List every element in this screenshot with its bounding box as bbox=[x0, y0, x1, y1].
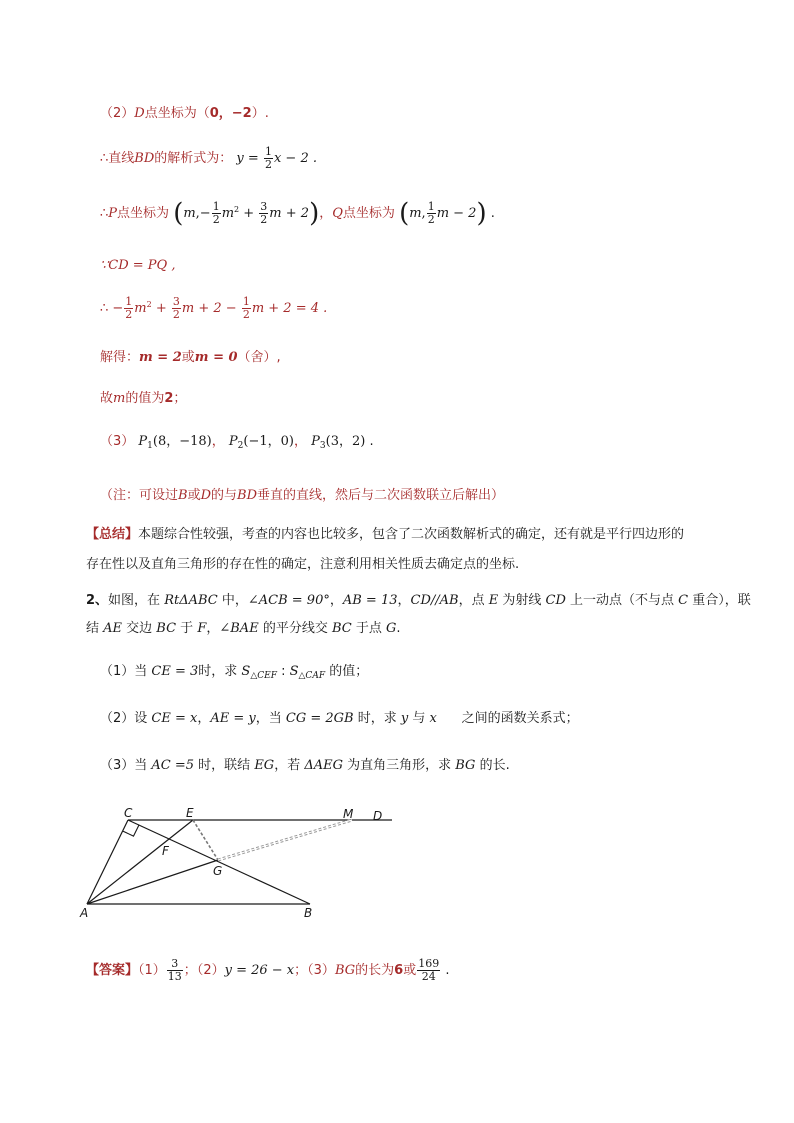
part2-note: （注：可设过B或D的与BD垂直的直线，然后与二次函数联立后解出） bbox=[100, 488, 505, 503]
label-f: F bbox=[162, 844, 169, 858]
part2-line5: ∴ − $\frac{1}{2}$ $m^2$ + $\frac{3}{2}$ m + 2 − $\frac{1}{2}$ m + 2 = 4 . bbox=[100, 295, 328, 321]
label-b: B bbox=[304, 906, 313, 920]
part2-line4: ∵CD = PQ , bbox=[100, 258, 176, 273]
summary-tag: 【总结】 bbox=[86, 527, 139, 542]
part2-line2 bbox=[100, 146, 317, 171]
text: 点坐标为 bbox=[117, 206, 170, 221]
coords: 0，−2 bbox=[209, 106, 252, 121]
part2-line3: ∴P点坐标为 (m,− $\frac{1}{2}$ $m^2$ + $\frac{3}{2}$ m + 2)，Q点坐标为 (m, $\frac{1}{2}$ m − 2) . bbox=[100, 198, 495, 229]
segment-cb bbox=[128, 820, 310, 904]
segment-eg bbox=[193, 820, 218, 860]
point-q: Q bbox=[332, 206, 343, 221]
problem2-line2: 结 AE 交边 BC 于 F，∠BAE 的平分线交 BC 于点 G. bbox=[86, 621, 401, 636]
problem2-q3: （3）当 AC =5 时，联结 EG，若 ΔAEG 为直角三角形，求 BG 的长. bbox=[100, 758, 510, 773]
label-g: G bbox=[213, 864, 223, 878]
segment-ae bbox=[87, 820, 193, 904]
text: 点坐标为（ bbox=[144, 106, 210, 121]
problem2-q2: （2）设 CE = x，AE = y，当 CG = 2GB 时，求 y 与 x 之间的函数关系式； bbox=[100, 711, 579, 726]
problem2-line1: 2、如图，在 RtΔABC 中，∠ACB = 90°，AB = 13，CD//AB，点 E 为射线 CD 上一动点（不与点 C 重合），联 bbox=[86, 593, 751, 608]
text: 的解析式为： bbox=[154, 151, 233, 166]
summary-line2: 存在性以及直角三角形的存在性的确定，注意利用相关性质去确定点的坐标. bbox=[86, 557, 520, 572]
item-number: （2） bbox=[100, 106, 135, 121]
text: ）. bbox=[251, 106, 269, 121]
part2-line6: 解得：m = 2或m = 0（舍）, bbox=[100, 350, 281, 365]
text: ∴直线 bbox=[100, 151, 135, 166]
line-bd: BD bbox=[134, 151, 155, 166]
answer-line: 【答案】（1） $\frac{3}{13}$ ；（2）y = 26 − x；（3）BG的长为6或 $\frac{169}{24}$ . bbox=[86, 957, 450, 983]
text: ∴ bbox=[100, 206, 109, 221]
part2-line1 bbox=[100, 104, 269, 124]
part2-line7: 故m的值为2； bbox=[100, 391, 187, 406]
summary-line1: 【总结】本题综合性较强，考查的内容也比较多，包含了二次函数解析式的确定，还有就是平行四边形的 bbox=[86, 527, 685, 542]
geometry-figure bbox=[70, 800, 410, 925]
segment-ag bbox=[87, 860, 218, 904]
label-a: A bbox=[80, 906, 89, 920]
var-y: y bbox=[236, 151, 244, 166]
answer-tag: 【答案】 bbox=[86, 963, 139, 978]
fraction: $\frac{1}{2}$ bbox=[264, 145, 272, 171]
problem2-q1: （1）当 CE = 3时，求 $S_{\triangle CEF}$ : $S_{\triangle CAF}$ 的值； bbox=[100, 664, 369, 681]
point-d: D bbox=[134, 106, 145, 121]
part2-line8: （3） $P_1(8$，−18)， $P_2(-1$，0)， $P_3(3$，2) . bbox=[100, 434, 374, 451]
label-e: E bbox=[186, 806, 194, 820]
point-p: P bbox=[108, 206, 118, 221]
segment-ac bbox=[87, 820, 128, 904]
label-d: D bbox=[373, 809, 383, 823]
equals: = bbox=[243, 151, 263, 166]
label-c: C bbox=[124, 806, 133, 820]
expr: x − 2 . bbox=[273, 151, 317, 166]
label-m: M bbox=[343, 807, 354, 821]
